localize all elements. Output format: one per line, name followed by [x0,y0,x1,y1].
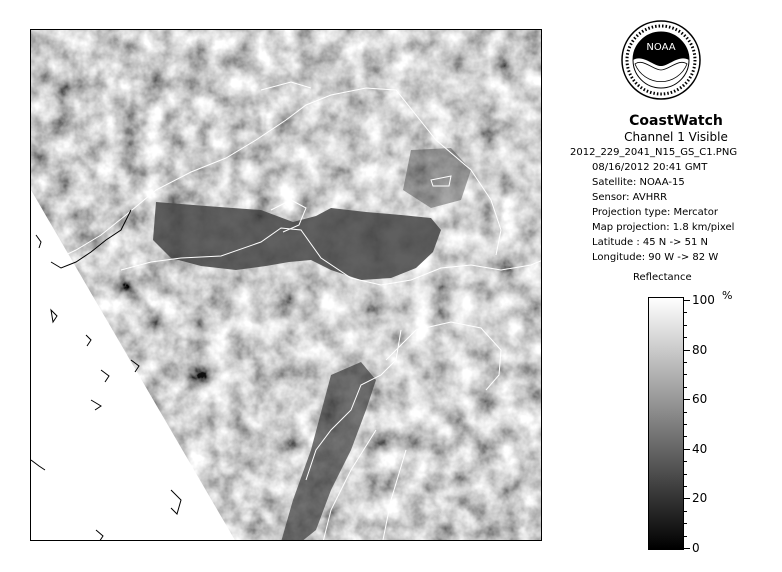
colorbar-tick [684,548,690,549]
colorbar-minor-tick [684,387,687,388]
colorbar-tick [684,498,690,499]
channel-label: Channel 1 Visible [624,130,728,144]
colorbar-tick [684,350,690,351]
projection-type-label: Projection type: Mercator [592,207,718,218]
colorbar-tick [684,399,690,400]
colorbar-minor-tick [684,536,687,537]
colorbar-minor-tick [684,436,687,437]
reflectance-colorbar [648,297,684,550]
colorbar-minor-tick [684,412,687,413]
colorbar-minor-tick [684,374,687,375]
colorbar-minor-tick [684,486,687,487]
colorbar-minor-tick [684,424,687,425]
colorbar-unit: % [722,289,733,302]
logo-text: NOAA [646,42,676,53]
colorbar-tick-label: 80 [692,342,708,357]
noaa-logo [621,20,701,100]
app-title: CoastWatch [629,113,723,129]
colorbar-minor-tick [684,461,687,462]
satellite-label: Satellite: NOAA-15 [592,177,685,188]
colorbar-tick [684,449,690,450]
satellite-image-map [30,29,542,541]
colorbar-title: Reflectance [633,272,692,283]
colorbar-minor-tick [684,511,687,512]
colorbar-minor-tick [684,312,687,313]
colorbar-tick-label: 20 [692,491,708,506]
colorbar-minor-tick [684,362,687,363]
satellite-image [31,30,542,541]
colorbar-minor-tick [684,337,687,338]
colorbar-minor-tick [684,325,687,326]
colorbar-minor-tick [684,474,687,475]
sensor-label: Sensor: AVHRR [592,192,668,203]
colorbar-minor-tick [684,523,687,524]
map-projection-label: Map projection: 1.8 km/pixel [592,222,735,233]
colorbar-tick-label: 60 [692,392,708,407]
longitude-label: Longitude: 90 W -> 82 W [592,252,719,263]
colorbar-tick-label: 40 [692,441,708,456]
colorbar-tick-label: 0 [692,541,700,555]
date-time-label: 08/16/2012 20:41 GMT [592,162,708,173]
colorbar-tick-label: 100 [692,293,715,307]
latitude-label: Latitude : 45 N -> 51 N [592,237,708,248]
filename-label: 2012_229_2041_N15_GS_C1.PNG [570,147,738,158]
colorbar-tick [684,300,690,301]
